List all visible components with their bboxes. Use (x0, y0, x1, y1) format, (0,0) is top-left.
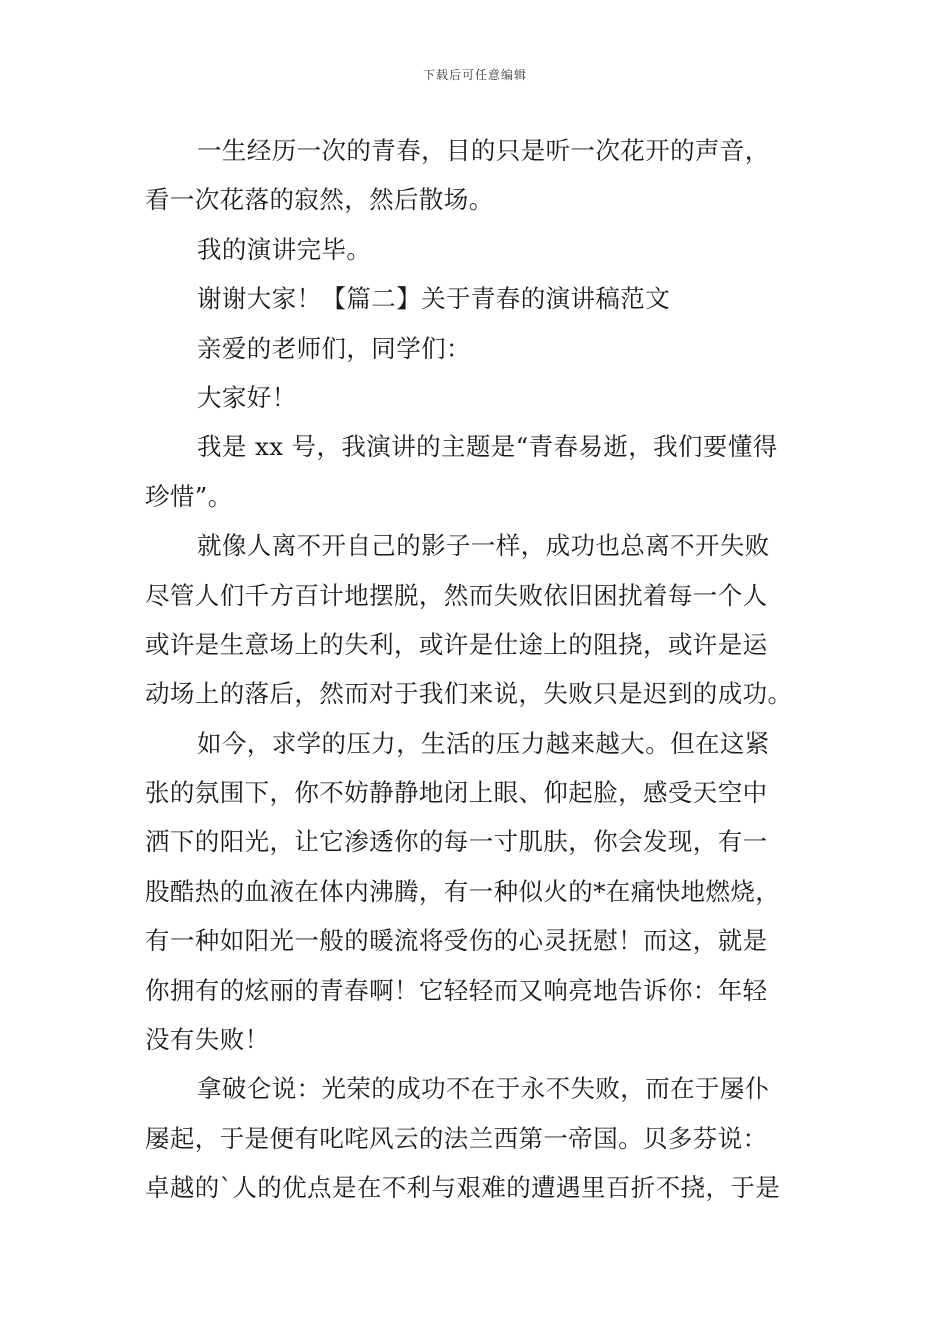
text-line: 大家好！ (197, 382, 297, 412)
text-line: 股酷热的血液在体内沸腾，有一种似火的*在痛快地燃烧， (145, 876, 781, 906)
text-line: 就像人离不开自己的影子一样，成功也总离不开失败 (197, 531, 770, 561)
text-line: 或许是生意场上的失利，或许是仕途上的阻挠，或许是运 (145, 629, 768, 659)
text-line: 亲爱的老师们，同学们： (197, 333, 471, 363)
text-line: 张的氛围下，你不妨静静地闭上眼、仰起脸，感受天空中 (145, 778, 768, 808)
text-line: 如今，求学的压力，生活的压力越来越大。但在这紧 (197, 728, 770, 758)
text-line: 你拥有的炫丽的青春啊！它轻轻而又响亮地告诉你：年轻 (145, 975, 768, 1005)
text-line: 看一次花落的寂然，然后散场。 (145, 185, 494, 215)
text-line: 一生经历一次的青春，目的只是听一次花开的声音， (197, 136, 770, 165)
text-line: 我的演讲完毕。 (197, 234, 372, 264)
text-line: 动场上的落后，然而对于我们来说，失败只是迟到的成功。 (145, 679, 793, 709)
text-line: 珍惜”。 (145, 481, 233, 511)
text-line: 谢谢大家！【篇二】关于青春的演讲稿范文 (197, 284, 671, 314)
text-line: 没有失败！ (145, 1025, 270, 1055)
text-line: 尽管人们千方百计地摆脱，然而失败依旧困扰着每一个人 (145, 580, 768, 610)
text-line: 有一种如阳光一般的暖流将受伤的心灵抚慰！而这，就是 (145, 926, 768, 956)
text-line: 洒下的阳光，让它渗透你的每一寸肌肤，你会发现，有一 (145, 827, 768, 857)
document-body (145, 126, 810, 1213)
page-header: 下载后可任意编辑 (422, 68, 527, 82)
text-line: 拿破仑说：光荣的成功不在于永不失败，而在于屡仆 (197, 1074, 770, 1104)
text-line: 屡起，于是便有叱咤风云的法兰西第一帝国。贝多芬说： (145, 1123, 768, 1153)
text-line: 我是 xx 号，我演讲的主题是“青春易逝，我们要懂得 (197, 432, 778, 462)
text-line: 卓越的`人的优点是在不利与艰难的遭遇里百折不挠，于是 (145, 1173, 781, 1203)
